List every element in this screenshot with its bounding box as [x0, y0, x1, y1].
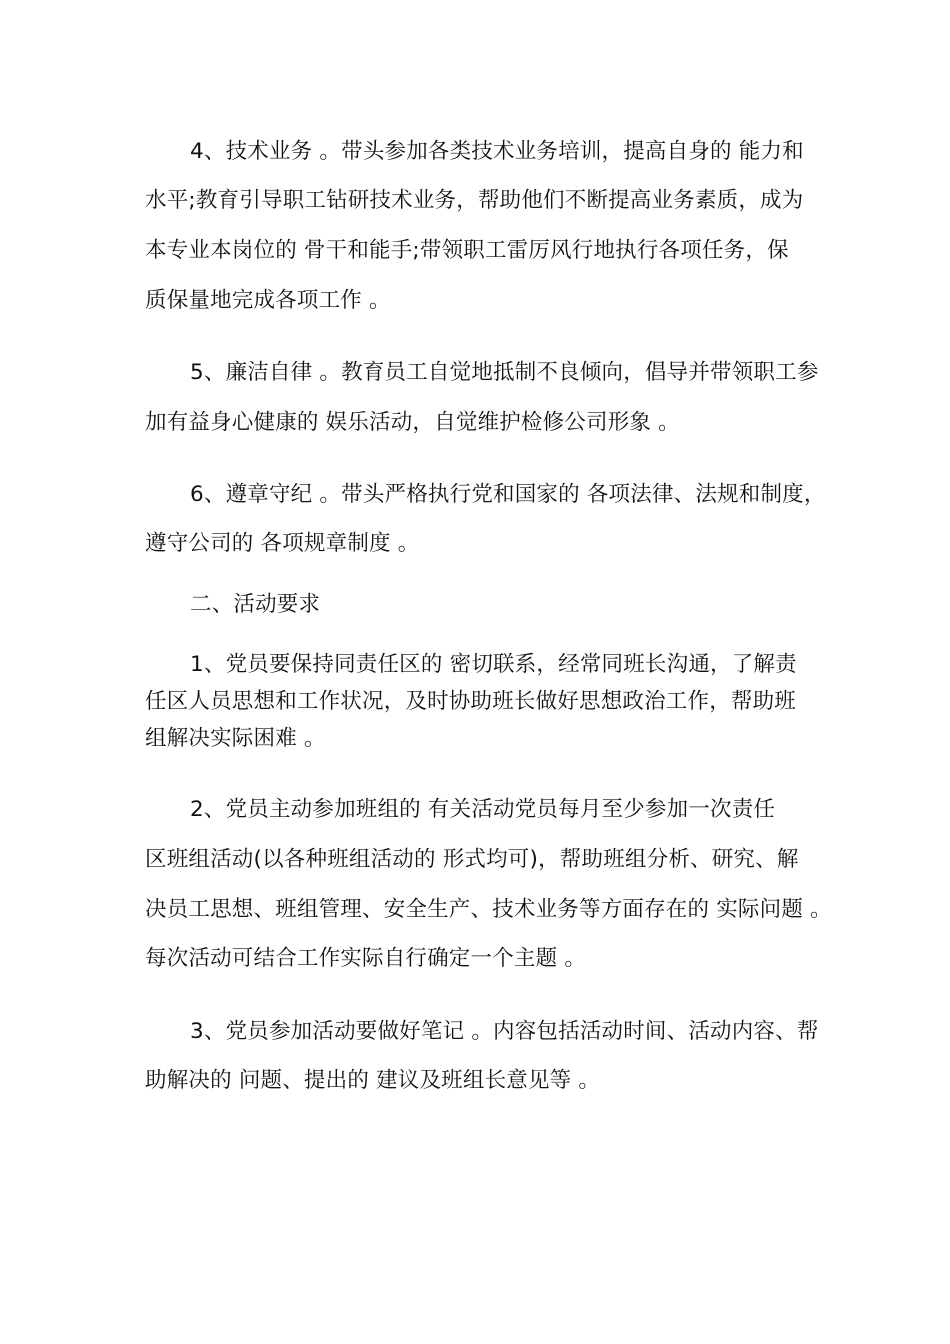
- text-line: 1、党员要保持同责任区的 密切联系，经常同班长沟通，了解责: [190, 652, 797, 677]
- text-line: 水平;教育引导职工钻研技术业务，帮助他们不断提高业务素质，成为: [145, 188, 804, 213]
- text-line: 4、技术业务 。带头参加各类技术业务培训，提高自身的 能力和: [190, 139, 804, 164]
- text-line: 6、遵章守纪 。带头严格执行党和国家的 各项法律、法规和制度，: [190, 482, 826, 507]
- text-line: 本专业本岗位的 骨干和能手;带领职工雷厉风行地执行各项任务，保: [145, 238, 789, 263]
- text-line: 3、党员参加活动要做好笔记 。内容包括活动时间、活动内容、帮: [190, 1019, 819, 1044]
- text-line: 决员工思想、班组管理、安全生产、技术业务等方面存在的 实际问题 。: [145, 897, 832, 922]
- text-line: 质保量地完成各项工作 。: [145, 288, 391, 313]
- text-line: 助解决的 问题、提出的 建议及班组长意见等 。: [145, 1068, 601, 1093]
- text-line: 5、廉洁自律 。教育员工自觉地抵制不良倾向，倡导并带领职工参: [190, 360, 819, 385]
- text-line: 遵守公司的 各项规章制度 。: [145, 531, 420, 556]
- text-line: 区班组活动(以各种班组活动的 形式均可)，帮助班组分析、研究、解: [145, 847, 799, 872]
- section-heading: 二、活动要求: [190, 592, 321, 617]
- text-line: 组解决实际困难 。: [145, 726, 326, 751]
- text-line: 每次活动可结合工作实际自行确定一个主题 。: [145, 946, 587, 971]
- text-line: 2、党员主动参加班组的 有关活动党员每月至少参加一次责任: [190, 797, 776, 822]
- text-line: 加有益身心健康的 娱乐活动，自觉维护检修公司形象 。: [145, 410, 680, 435]
- text-line: 任区人员思想和工作状况，及时协助班长做好思想政治工作，帮助班: [145, 689, 797, 714]
